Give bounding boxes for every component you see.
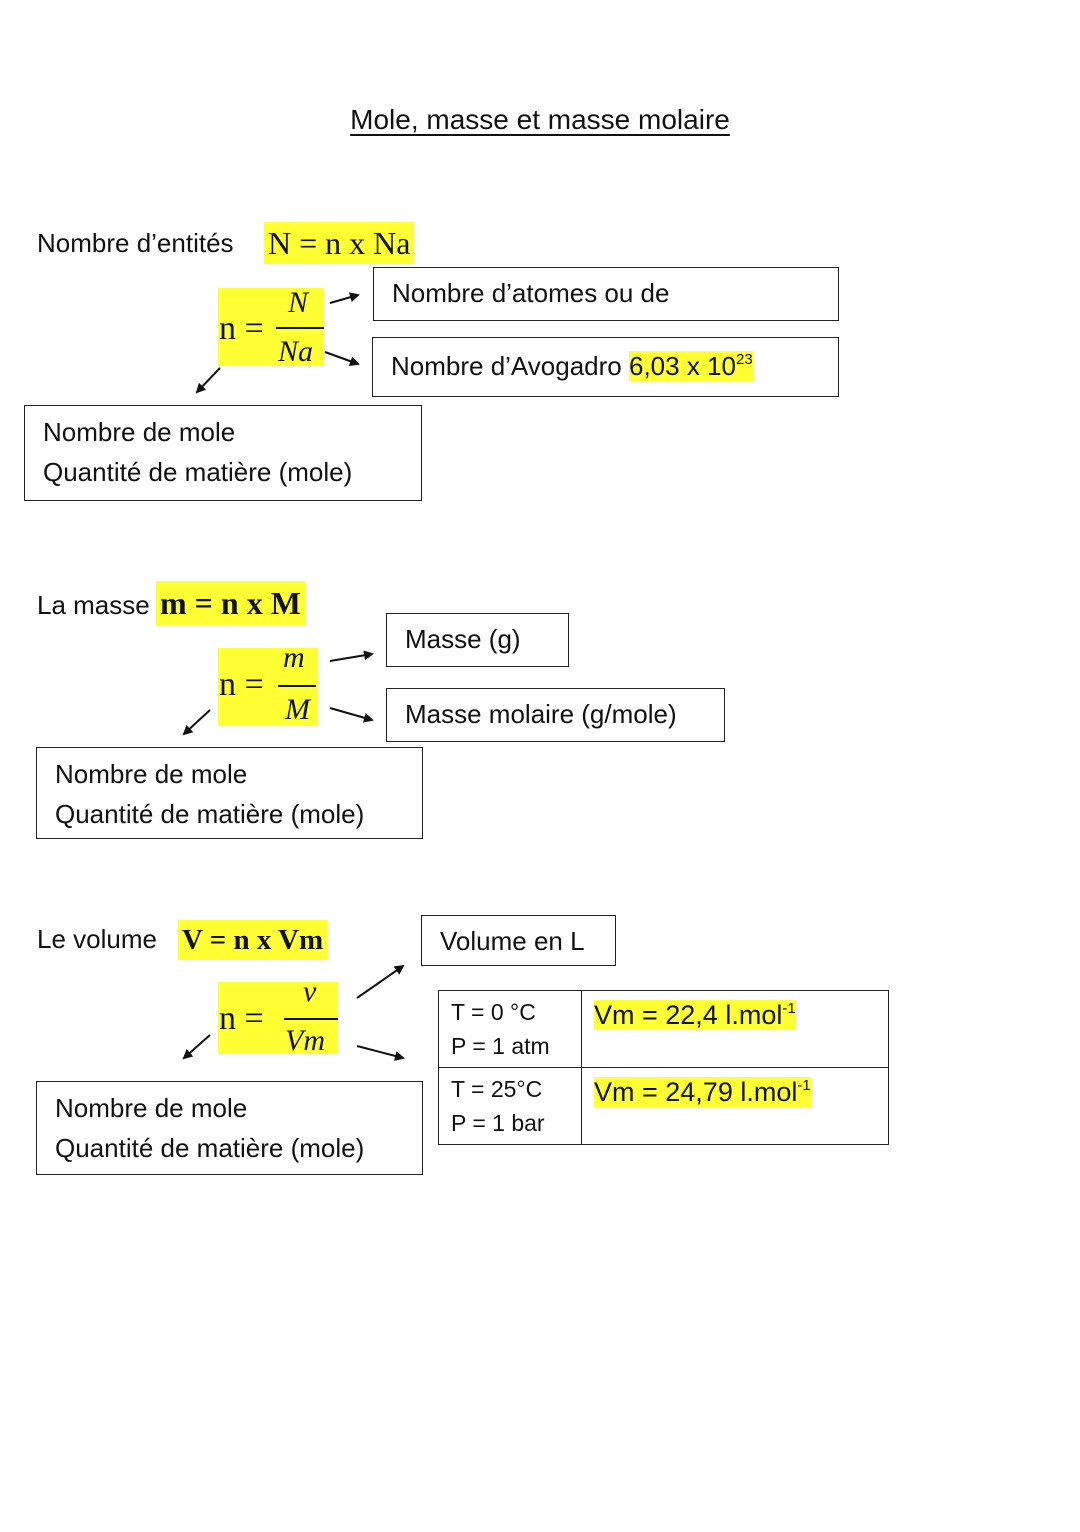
vm-cell xyxy=(582,991,889,1068)
box-nombre-mole-masse xyxy=(36,747,423,839)
section-masse-denominator: M xyxy=(285,693,310,726)
section-masse-formula: m = n x M xyxy=(156,581,305,625)
avogadro-exponent: 23 xyxy=(735,351,753,368)
section-volume-denominator: Vm xyxy=(285,1024,325,1057)
box-nombre-mole-masse-line2: Quantité de matière (mole) xyxy=(55,799,365,829)
arrow-numerator-entites xyxy=(330,295,358,303)
section-volume-label: Le volume xyxy=(37,924,157,954)
section-masse-n-eq: n = xyxy=(219,666,264,703)
box-nombre-mole-volume-line1: Nombre de mole xyxy=(55,1093,248,1123)
box-nombre-mole-volume-line2: Quantité de matière (mole) xyxy=(55,1133,365,1163)
page-title: Mole, masse et masse molaire xyxy=(350,104,730,135)
box-nombre-mole-volume xyxy=(36,1081,423,1175)
vm-conditions-table xyxy=(438,990,889,1145)
section-entites-fraction-bar xyxy=(276,327,324,329)
box-nombre-mole-entites xyxy=(24,405,422,501)
section-volume-n-eq: n = xyxy=(219,1000,264,1037)
section-volume-formula: V = n x Vm xyxy=(178,920,327,960)
box-volume xyxy=(421,915,616,966)
box-nombre-avogadro xyxy=(372,337,839,397)
box-masse-text: Masse (g) xyxy=(405,624,521,654)
section-entites-label: Nombre d’entités xyxy=(37,228,234,258)
arrow-numerator-masse xyxy=(330,654,372,661)
arrow-n-volume xyxy=(184,1035,210,1058)
section-volume-fraction-bar xyxy=(284,1018,338,1020)
section-masse-label: La masse xyxy=(37,590,150,620)
arrow-n-entites xyxy=(197,368,220,392)
arrow-denominator-volume xyxy=(357,1046,403,1058)
box-nombre-mole-entites-line1: Nombre de mole xyxy=(43,417,236,447)
condition-pressure: P = 1 bar xyxy=(451,1110,545,1136)
vm-value: Vm = 22,4 l.mol$^{-1}$ xyxy=(594,1000,796,1030)
vm-value: Vm = 24,79 l.mol$^{-1}$ xyxy=(594,1077,811,1107)
condition-cell xyxy=(439,991,582,1068)
arrow-numerator-volume xyxy=(357,966,403,998)
section-masse-numerator: m xyxy=(283,641,305,674)
table-row xyxy=(439,991,889,1068)
condition-temperature: T = 25°C xyxy=(451,1076,543,1102)
section-masse-fraction-bar xyxy=(278,685,316,687)
avogadro-value: 6,03 x $10^{23}$ xyxy=(629,351,753,381)
box-masse-molaire xyxy=(386,688,725,742)
section-entites-denominator: Na xyxy=(278,335,314,368)
box-volume-text: Volume en L xyxy=(440,926,585,956)
arrow-denominator-entites xyxy=(325,352,358,364)
vm-cell xyxy=(582,1068,889,1145)
box-nombre-mole-entites-line2: Quantité de matière (mole) xyxy=(43,457,353,487)
box-nombre-avogadro-text: Nombre d’Avogadro xyxy=(391,351,622,381)
box-nombre-atomes-text: Nombre d’atomes ou de xyxy=(392,278,670,308)
box-nombre-atomes xyxy=(373,267,839,321)
condition-pressure: P = 1 atm xyxy=(451,1033,550,1059)
arrow-denominator-masse xyxy=(330,708,372,720)
section-entites-formula: N = n x Na xyxy=(264,222,414,264)
section-entites-numerator: N xyxy=(288,286,309,319)
box-masse xyxy=(386,613,569,667)
arrow-n-masse xyxy=(184,710,210,734)
condition-temperature: T = 0 °C xyxy=(451,999,536,1025)
box-masse-molaire-text: Masse molaire (g/mole) xyxy=(405,699,677,729)
condition-cell xyxy=(439,1068,582,1145)
section-volume-numerator: v xyxy=(303,975,317,1008)
table-row xyxy=(439,1068,889,1145)
section-entites-n-eq: n = xyxy=(219,310,264,347)
box-nombre-mole-masse-line1: Nombre de mole xyxy=(55,759,248,789)
